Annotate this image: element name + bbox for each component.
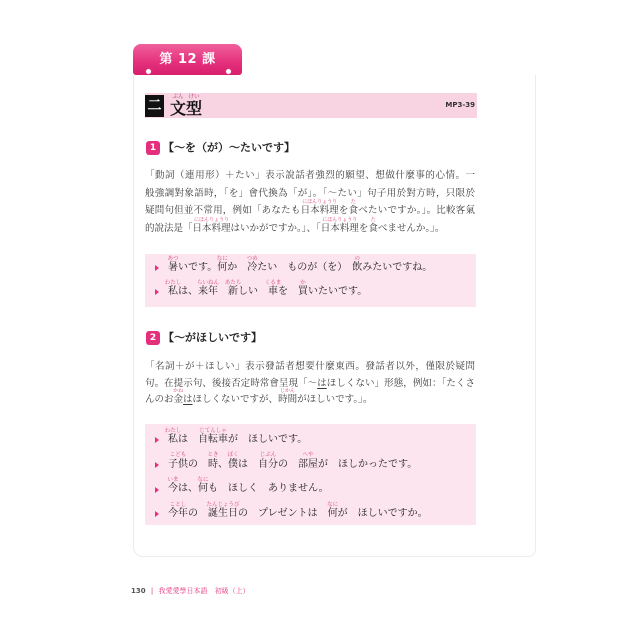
example-text — [167, 476, 329, 495]
text-run: がほしいです。」。 — [297, 394, 373, 405]
furigana-word: 私 わたし — [164, 427, 182, 445]
example-sentence — [145, 280, 476, 304]
explanation-paragraph — [145, 167, 475, 237]
example-text — [164, 279, 368, 297]
pattern-number-badge: 2 — [146, 331, 160, 345]
furigana-word: 日本料理 にほんりょうり — [300, 199, 339, 216]
furigana-word: 金 かね — [173, 388, 184, 405]
example-sentence — [145, 428, 476, 453]
book-level: 初級（上） — [214, 587, 250, 595]
furigana-word: 今年 ことし — [168, 501, 188, 520]
ring-icon — [225, 68, 232, 75]
furigana-reading: じてんしゃ — [199, 427, 227, 434]
text-run: ほしくないですが、 — [192, 394, 279, 405]
pattern-number-badge: 1 — [146, 141, 160, 155]
page-number: 130 — [131, 587, 146, 595]
furigana-reading: らいねん — [196, 279, 220, 286]
ring-icon — [145, 68, 152, 75]
furigana-reading: た — [350, 199, 356, 205]
triangle-bullet-icon — [155, 437, 159, 443]
furigana-word: 食 た — [368, 216, 378, 234]
furigana-reading: くるま — [264, 279, 282, 286]
furigana-reading: ぼく — [227, 452, 239, 459]
text-run — [218, 286, 228, 297]
text-run: の — [188, 508, 208, 520]
text-run: 「動詞（連用形）＋たい」表示說話者強烈的願望、想做什麼事的心情。一 — [145, 170, 475, 181]
furigana-reading: じかん — [280, 388, 296, 394]
text-run: か — [227, 262, 248, 273]
text-run: みたいですね。 — [362, 262, 433, 273]
furigana-reading: じぶん — [259, 452, 277, 459]
text-run: を — [358, 222, 369, 234]
text-run: たい ものが（を） — [257, 262, 353, 273]
furigana-word: 買 か — [298, 279, 308, 297]
furigana-reading: なに — [197, 476, 209, 483]
furigana-word: 子供 こども — [168, 452, 188, 470]
pattern-heading — [146, 141, 346, 155]
furigana-reading: た — [370, 216, 376, 223]
example-text — [164, 427, 308, 445]
text-run: 句。在提示句、後接否定時常會呈現「～ — [145, 377, 318, 389]
pattern-title: 【～を（が）～たいです】 — [163, 141, 295, 154]
triangle-bullet-icon — [155, 265, 159, 271]
book-title: 我愛愛學日本語 — [158, 587, 208, 595]
pattern-title: 【～がほしいです】 — [163, 331, 262, 344]
furigana-word: 文 ぶん — [170, 93, 187, 118]
example-sentence — [145, 256, 476, 280]
text-run: は — [178, 434, 198, 445]
text-run: の — [278, 458, 298, 470]
furigana-word: 日本料理 にほんりょうり — [320, 216, 359, 234]
example-box — [145, 254, 476, 307]
furigana-reading: こども — [169, 452, 187, 459]
furigana-word: 日本料理 にほんりょうり — [192, 216, 231, 234]
example-sentence — [145, 477, 476, 502]
text-run: 般強調對象語時，「を」會代換為「が」。「～たい」句子用於對方時，只限於 — [145, 187, 475, 199]
text-run: も ほしく ありません。 — [208, 483, 329, 495]
furigana-word: 自分 じぶん — [258, 452, 278, 470]
furigana-word: 来年 らいねん — [196, 279, 220, 297]
furigana-reading: つめ — [246, 255, 258, 262]
furigana-word: 誕生日 たんじょうび — [206, 501, 240, 520]
furigana-word: 型 けい — [186, 93, 203, 118]
furigana-word: 飲 の — [352, 255, 363, 273]
furigana-reading: ことし — [169, 501, 187, 508]
furigana-reading: けい — [188, 93, 200, 100]
text-run: はいかがですか。」、「 — [230, 222, 321, 234]
example-text — [167, 255, 433, 273]
example-sentence — [145, 453, 476, 478]
text-run: は、 — [178, 286, 198, 297]
furigana-reading: いま — [167, 476, 179, 483]
text-run: は — [238, 458, 258, 470]
explanation-paragraph — [145, 359, 475, 409]
furigana-word: 何 なに — [327, 501, 339, 520]
furigana-reading: にほんりょうり — [302, 199, 338, 205]
text-run: が ほしいです。 — [228, 434, 308, 445]
text-run: 「名詞＋が＋ほしい」表示發話者想要什麼東西。發話者以外，僅限於疑問 — [145, 361, 475, 372]
furigana-reading: なに — [216, 255, 228, 262]
furigana-reading: へや — [302, 452, 314, 459]
furigana-reading: の — [354, 255, 360, 262]
explanation-line — [145, 167, 475, 185]
explanation-line — [145, 376, 475, 393]
furigana-reading: わたし — [164, 427, 182, 434]
text-run: の プレゼントは — [238, 508, 328, 520]
furigana-word: 何 なに — [216, 255, 228, 273]
triangle-bullet-icon — [155, 487, 159, 493]
triangle-bullet-icon — [155, 511, 159, 517]
section-header — [145, 93, 477, 118]
explanation-line — [145, 388, 475, 409]
furigana-reading: にほんりょうり — [322, 216, 358, 223]
furigana-word: 車 くるま — [264, 279, 282, 297]
furigana-reading: ぶん — [172, 93, 184, 100]
page-footer — [131, 586, 250, 596]
furigana-reading: あたら — [224, 279, 242, 286]
furigana-reading: かね — [173, 388, 184, 394]
furigana-word: 新 あたら — [224, 279, 242, 297]
furigana-reading: とき — [207, 452, 219, 459]
furigana-reading: わたし — [164, 279, 182, 286]
pattern-heading — [146, 331, 346, 345]
text-run: しい — [238, 286, 268, 297]
furigana-reading: たんじょうび — [206, 501, 240, 508]
explanation-line — [145, 216, 475, 238]
footer-separator: | — [150, 587, 154, 595]
furigana-reading: あつ — [167, 255, 179, 262]
underlined-particle: は — [317, 377, 327, 389]
text-run: べませんか。」。 — [377, 222, 445, 234]
text-run: いです。 — [178, 262, 218, 273]
audio-track-label: MP3-39 — [445, 101, 475, 109]
furigana-reading: か — [300, 279, 306, 286]
text-run: が ほしいですか。 — [337, 508, 428, 520]
text-run: を — [338, 205, 349, 216]
furigana-word: 今 いま — [167, 476, 179, 495]
furigana-word: 冷 つめ — [246, 255, 258, 273]
furigana-reading: なに — [327, 501, 339, 508]
example-box — [145, 424, 476, 525]
furigana-word: 私 わたし — [164, 279, 182, 297]
text-run: の — [188, 458, 208, 470]
text-run: んのお — [145, 394, 174, 405]
text-run: ほしくない」形態，例如：「たくさ — [326, 377, 475, 389]
example-sentence — [145, 502, 476, 527]
furigana-word: 食 た — [348, 199, 359, 216]
text-run: 的說法是「 — [145, 222, 193, 234]
triangle-bullet-icon — [155, 462, 159, 468]
example-text — [168, 501, 428, 520]
furigana-word: 時 とき — [207, 452, 219, 470]
furigana-word: 部屋 へや — [298, 452, 318, 470]
furigana-word: 自転車 じてんしゃ — [198, 427, 228, 445]
section-title — [170, 93, 203, 118]
text-run: が ほしかったです。 — [318, 458, 418, 470]
text-run: は、 — [178, 483, 198, 495]
furigana-word: 何 なに — [197, 476, 209, 495]
example-text — [168, 452, 418, 470]
furigana-word: 僕 ぼく — [227, 452, 239, 470]
text-run: べたいですか。」。比較客氣 — [358, 205, 475, 216]
text-run: 疑問句但並不常用，例如「あなたも — [145, 205, 301, 216]
text-run: 、 — [218, 458, 228, 470]
furigana-word: 時間 じかん — [278, 388, 298, 405]
text-run: いたいです。 — [308, 286, 368, 297]
section-number: 二 — [145, 95, 164, 117]
explanation-line — [145, 359, 475, 376]
furigana-word: 暑 あつ — [167, 255, 179, 273]
lesson-tab-label: 第 12 課 — [159, 52, 216, 67]
furigana-reading: にほんりょうり — [194, 216, 230, 223]
triangle-bullet-icon — [155, 289, 159, 295]
underlined-particle: は — [183, 394, 193, 405]
text-run: を — [278, 286, 298, 297]
